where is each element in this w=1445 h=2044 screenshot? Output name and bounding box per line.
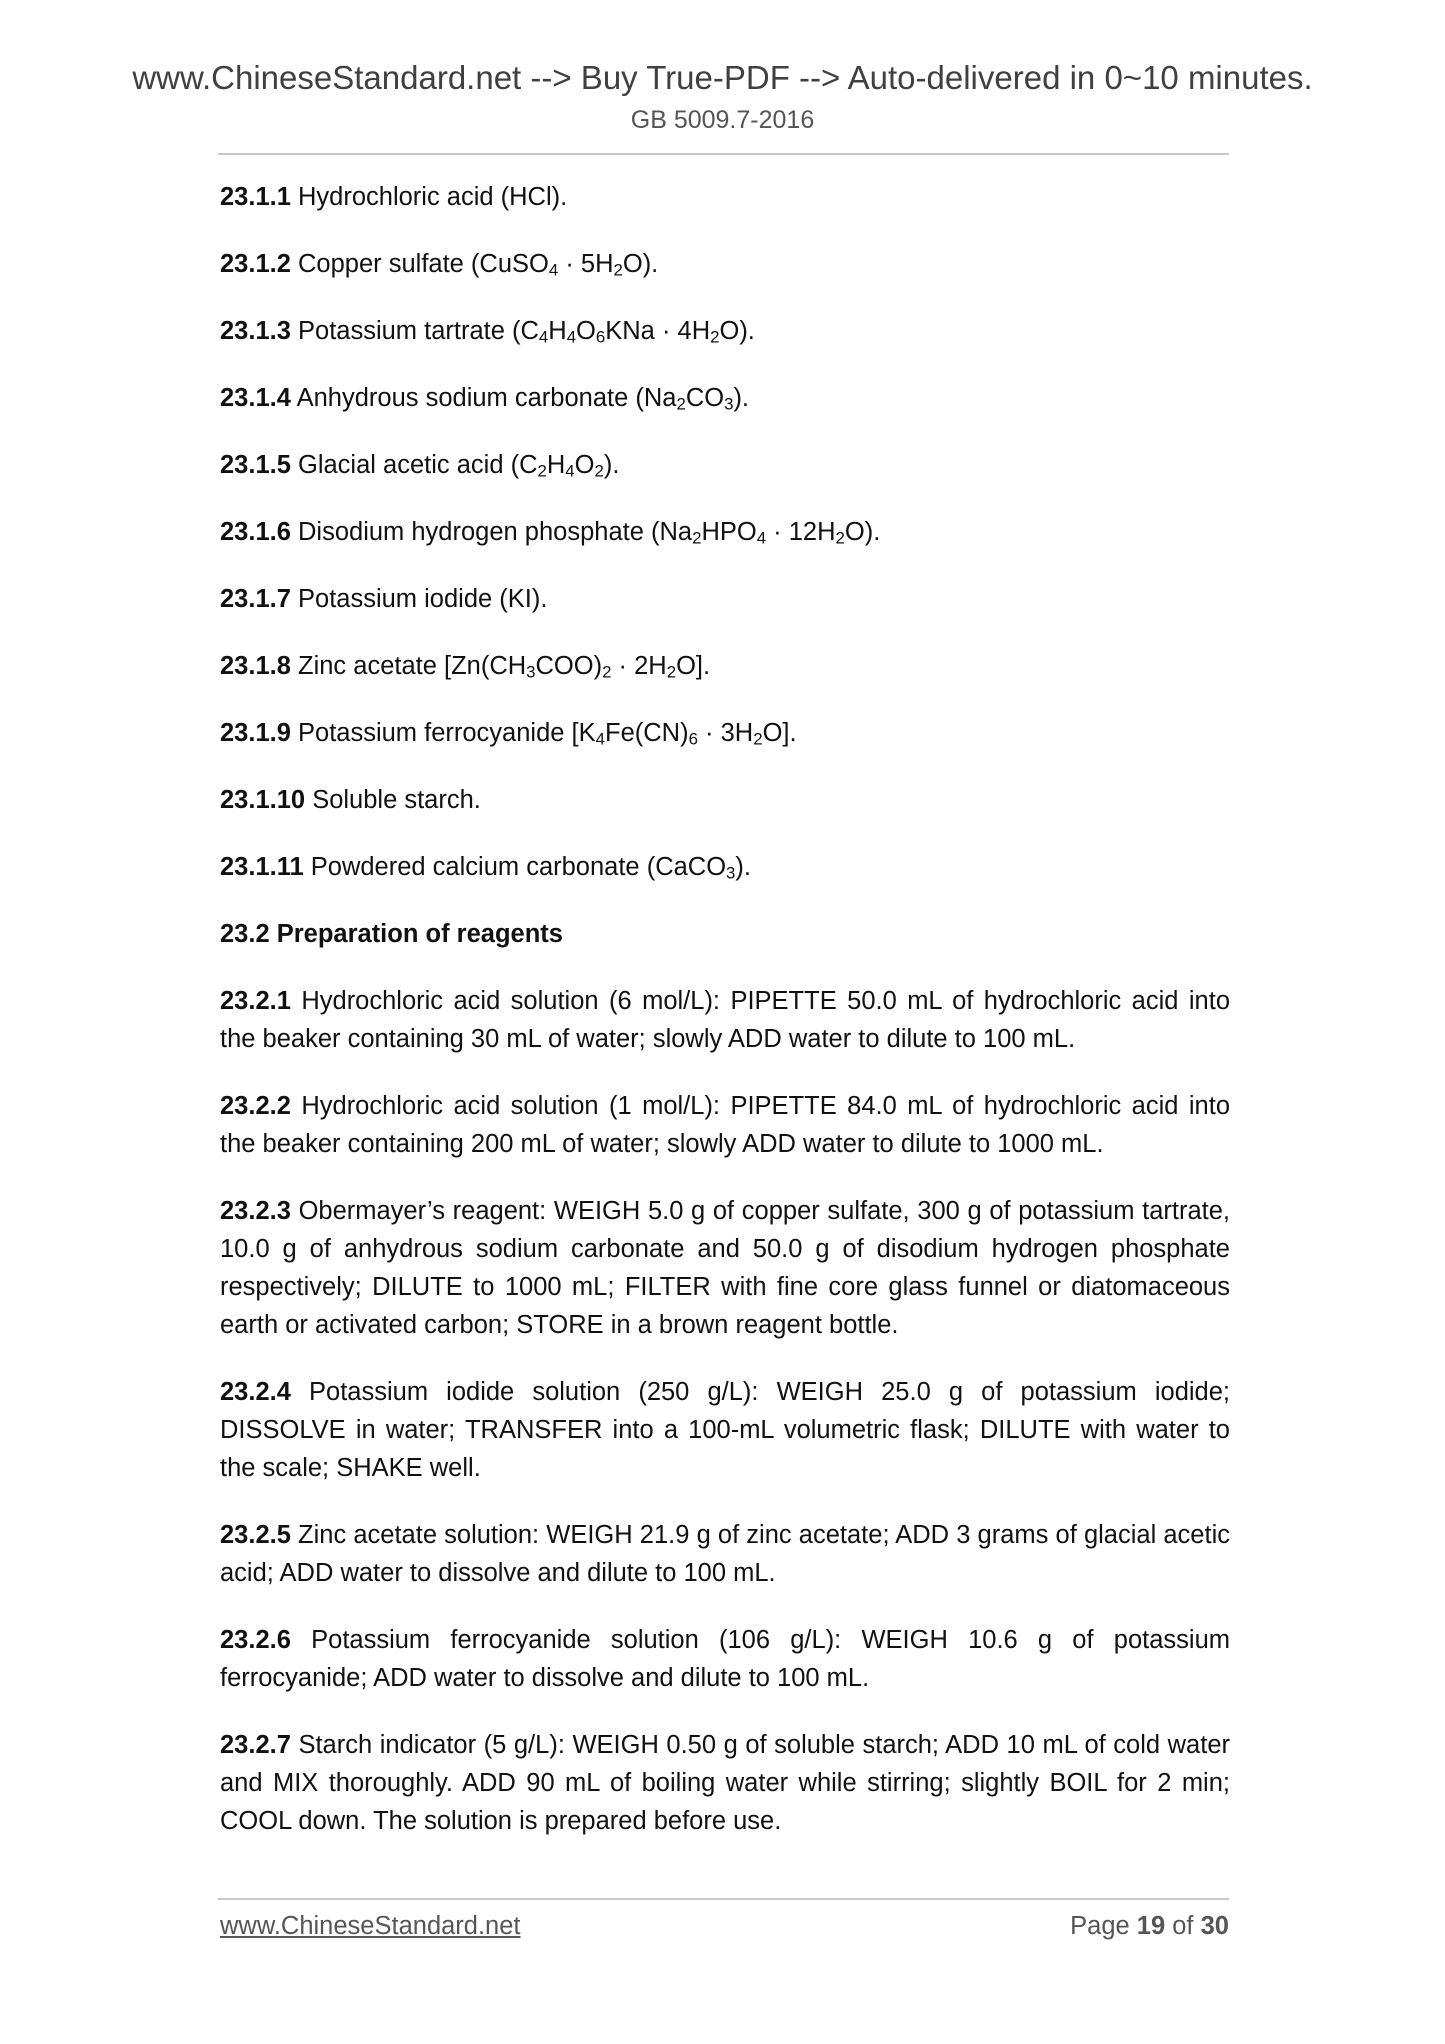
clause-number: 23.1.8 [220, 652, 291, 680]
preparation-item: 23.2.2 Hydrochloric acid solution (1 mol/L): PIPETTE 84.0 mL of hydrochloric acid into the beaker containing 200 mL of water; slowly ADD water to dilute to 1000 mL. [220, 1092, 1230, 1158]
reagent-item: 23.1.4 Anhydrous sodium carbonate $(Na_2CO_3)$. [220, 384, 750, 414]
reagent-item: 23.1.5 Glacial acetic acid $(C_2H_4O_2)$. [220, 451, 620, 481]
header-banner: www.ChineseStandard.net --> Buy True-PDF --> Auto-delivered in 0~10 minutes. [132, 59, 1313, 96]
clause-number: 23.1.10 [220, 786, 306, 814]
clause-number: 23.1.11 [220, 853, 304, 881]
reagent-item: 23.1.11 Powdered calcium carbonate (CaCO$_3$). [220, 853, 751, 883]
clause-number: 23.2.1 [220, 987, 291, 1015]
reagent-item: 23.1.7 Potassium iodide (KI). [220, 585, 548, 613]
clause-number: 23.1.5 [220, 451, 291, 479]
reagent-item: 23.1.10 Soluble starch. [220, 786, 481, 814]
clause-number: 23.1.7 [220, 585, 291, 613]
preparation-item: 23.2.4 Potassium iodide solution (250 g/L): WEIGH 25.0 g of potassium iodide; DISSOLVE in water; TRANSFER into a 100-mL volumetric flask; DILUTE with water to the scale; SHAKE well. [220, 1378, 1230, 1482]
preparation-item: 23.2.6 Potassium ferrocyanide solution (106 g/L): WEIGH 10.6 g of potassium ferrocyanide; ADD water to dissolve and dilute to 100 mL. [220, 1626, 1230, 1692]
reagent-item: 23.1.6 Disodium hydrogen phosphate $(Na_2HPO_4 \cdot 12H_2O)$. [220, 518, 881, 548]
reagent-item: 23.1.3 Potassium tartrate $(C_4H_4O_6KNa \cdot 4H_2O)$. [220, 317, 755, 347]
clause-number: 23.2.5 [220, 1521, 291, 1549]
reagent-item: 23.1.8 Zinc acetate $[Zn(CH_3COO)_2 \cdot 2H_2O]$. [220, 652, 711, 682]
clause-number: 23.2.6 [220, 1626, 291, 1654]
clause-number: 23.2.7 [220, 1731, 291, 1759]
section-heading: 23.2 Preparation of reagents [220, 920, 563, 948]
preparation-item: 23.2.7 Starch indicator (5 g/L): WEIGH 0.50 g of soluble starch; ADD 10 mL of cold water and MIX thoroughly. ADD 90 mL of boiling water while stirring; slightly BOIL for 2 min; COOL down. The solution is prepared before use. [220, 1731, 1230, 1835]
preparation-item: 23.2.5 Zinc acetate solution: WEIGH 21.9 g of zinc acetate; ADD 3 grams of glacial acetic acid; ADD water to dissolve and dilute to 100 mL. [220, 1521, 1230, 1587]
footer-divider [218, 1898, 1229, 1900]
clause-number: 23.1.2 [220, 250, 291, 278]
reagent-item: 23.1.1 Hydrochloric acid (HCl). [220, 183, 568, 211]
page-content [220, 178, 1230, 1869]
header-divider [218, 153, 1229, 155]
clause-number: 23.1.1 [220, 183, 291, 211]
reagent-item: 23.1.2 Copper sulfate (CuSO$_4$ · $5H_2O$). [220, 250, 659, 280]
clause-number: 23.1.9 [220, 719, 291, 747]
clause-number: 23.1.4 [220, 384, 291, 412]
page-number: Page 19 of 30 [1070, 1912, 1229, 1940]
clause-number: 23.1.6 [220, 518, 291, 546]
clause-number: 23.2.4 [220, 1378, 291, 1406]
preparation-item: 23.2.3 Obermayer’s reagent: WEIGH 5.0 g of copper sulfate, 300 g of potassium tartrate, 10.0 g of anhydrous sodium carbonate and 50.0 g of disodium hydrogen phosphate respectively; DILUTE to 1000 mL; FILTER with fine core glass funnel or diatomaceous earth or activated carbon; STORE in a brown reagent bottle. [220, 1197, 1230, 1339]
footer-website-link[interactable]: www.ChineseStandard.net [220, 1912, 521, 1940]
clause-number: 23.2.3 [220, 1197, 291, 1225]
standard-number: GB 5009.7-2016 [630, 106, 815, 134]
clause-number: 23.1.3 [220, 317, 291, 345]
reagent-item: 23.1.9 Potassium ferrocyanide $[K_4Fe(CN)_6 \cdot 3H_2O]$. [220, 719, 797, 749]
clause-number: 23.2.2 [220, 1092, 291, 1120]
preparation-item: 23.2.1 Hydrochloric acid solution (6 mol/L): PIPETTE 50.0 mL of hydrochloric acid into the beaker containing 30 mL of water; slowly ADD water to dilute to 100 mL. [220, 987, 1230, 1053]
